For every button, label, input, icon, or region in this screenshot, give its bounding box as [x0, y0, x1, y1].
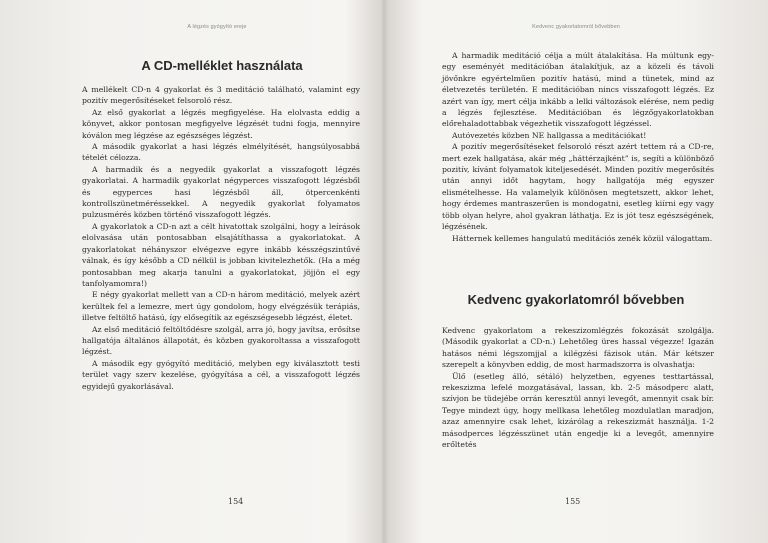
- page-number: 155: [565, 497, 581, 506]
- running-head: A légzés gyógyító ereje: [187, 24, 247, 30]
- paragraph: A harmadik és a negyedik gyakorlat a visszafogott légzés gyakorlatai. A harmadik gyakorlat négyperces visszafogott légzésből és egyperces hasi légzésből áll, ötpercenkénti kontrollszünetméréssekkel. A negyedik gyakorlat folyamatos pulzusmérés közben történő visszafogott légzés.: [82, 164, 360, 220]
- paragraph: A pozitív megerősítéseket felsoroló részt azért tettem rá a CD-re, mert ezek hallgatása, akár még „háttérzajként” is, segíti a különböző pozitív, kívánt folyamatok kiteljesedését. Minden pozitív megerősítés után annyi időt hagytam, hogy hallgatója még egyszer elismételhesse. Ha valamelyik különösen megtetszett, akkor lehet, hogy érdemes mantraszerűen is mondogatni, esetleg kiírni egy vagy több olyan helyre, ahol gyakran láthatja. Ez is jót tesz egészségének, légzésének.: [442, 142, 714, 232]
- paragraph: Hátternek kellemes hangulatú meditációs zenék közül válogattam.: [452, 233, 713, 243]
- paragraph: A második gyakorlat a hasi légzés elmélyítését, hangsúlyosabbá tételét célozza.: [82, 142, 360, 163]
- paragraph: Kedvenc gyakorlatom a rekeszizomlégzés fokozását szolgálja. (Második gyakorlat a CD-n.) Lehetőleg üres hassal végezze! Igazán hatásos némi légszomjjal a kilégzési fázisok után. Már kétszer szerepelt a könyvben eddig, de most harmadszorra is olvashatja:: [442, 326, 714, 370]
- page-number: 154: [228, 497, 244, 506]
- running-head: Kedvenc gyakorlatomról bővebben: [532, 24, 620, 30]
- paragraph: A gyakorlatok a CD-n azt a célt hivatottak szolgálni, hogy a leírások elolvasása után pontosabban elsajátíthassa a gyakorlatokat. A gyakorlatokat néhányszor elvégezve egyre inkább késszégszintűvé válnak, és így később a CD nélkül is jobban kivitelezhetők. (Ha a még pontosabban meg akarja tanulni a gyakorlatokat, jöjjön el egy tanfolyamomra!): [82, 221, 360, 288]
- left-page-body: [82, 84, 360, 392]
- paragraph: Ülő (esetleg álló, sétáló) helyzetben, egyenes testtartással, rekeszizma lefelé mozgatásával, lassan, kb. 2-5 másodperc alatt, szívjon be tüdejébe orrán keresztül annyi levegőt, amennyit csak bír. Tegye mindezt úgy, hogy mellkasa lehetőleg mozdulatlan maradjon, azaz amennyire csak lehet, kizárólag a rekeszizmát használja. 1-2 másodperces légzésszünet után engedje ki a levegőt, amennyire erőltetés: [442, 371, 714, 450]
- paragraph: E négy gyakorlat mellett van a CD-n három meditáció, melyek azért kerültek fel a lemezre, mert úgy gondolom, hogy elvégzésük terápiás, illetve feltöltő hatású, így elősegítik az egészségesebb légzést, életet.: [82, 290, 360, 323]
- paragraph: Az első gyakorlat a légzés megfigyelése. Ha elolvasta eddig a könyvet, akkor pontosan megfigyelve légzését tudni fogja, mennyire kóválon meg légzése az egészséges légzést.: [82, 107, 360, 140]
- right-page-body-top: [442, 50, 714, 244]
- paragraph: Autóvezetés közben NE hallgassa a meditációkat!: [452, 130, 647, 140]
- section-title: Kedvenc gyakorlatomról bővebben: [467, 292, 685, 307]
- chapter-title: A CD-melléklet használata: [141, 58, 303, 73]
- right-page: [384, 0, 768, 543]
- right-page-body-bottom: [442, 325, 714, 450]
- paragraph: A mellékelt CD-n 4 gyakorlat és 3 meditáció található, valamint egy pozitív megerősítéseket felsoroló rész.: [82, 85, 360, 106]
- paragraph: A második egy gyógyító meditáció, melyben egy kiválasztott testi terület vagy szerv kezelése, gyógyítása a cél, a visszafogott légzés egyidejű gyakorlásával.: [82, 358, 360, 391]
- paragraph: Az első meditáció feltöltődésre szolgál, arra jó, hogy javítsa, erősítse hallgatója általános állapotát, és közben gyakoroltassa a visszafogott légzést.: [82, 324, 360, 357]
- paragraph: A harmadik meditáció célja a múlt átalakítása. Ha múltunk egy-egy eseményét meditációban átalakítjuk, az a közeli és távoli jövőnkre egyértelműen pozitív hatású, mind a tünetek, mind az életvezetés területén. E meditációban nincs visszafogott légzés. Ez azért van így, mert célja inkább a lelki változások elérése, nem pedig a légzés fejlesztése. Meditációban és légzőgyakorlatokban előrehaladottabbak végezhetik visszafogott légzéssel.: [442, 51, 714, 129]
